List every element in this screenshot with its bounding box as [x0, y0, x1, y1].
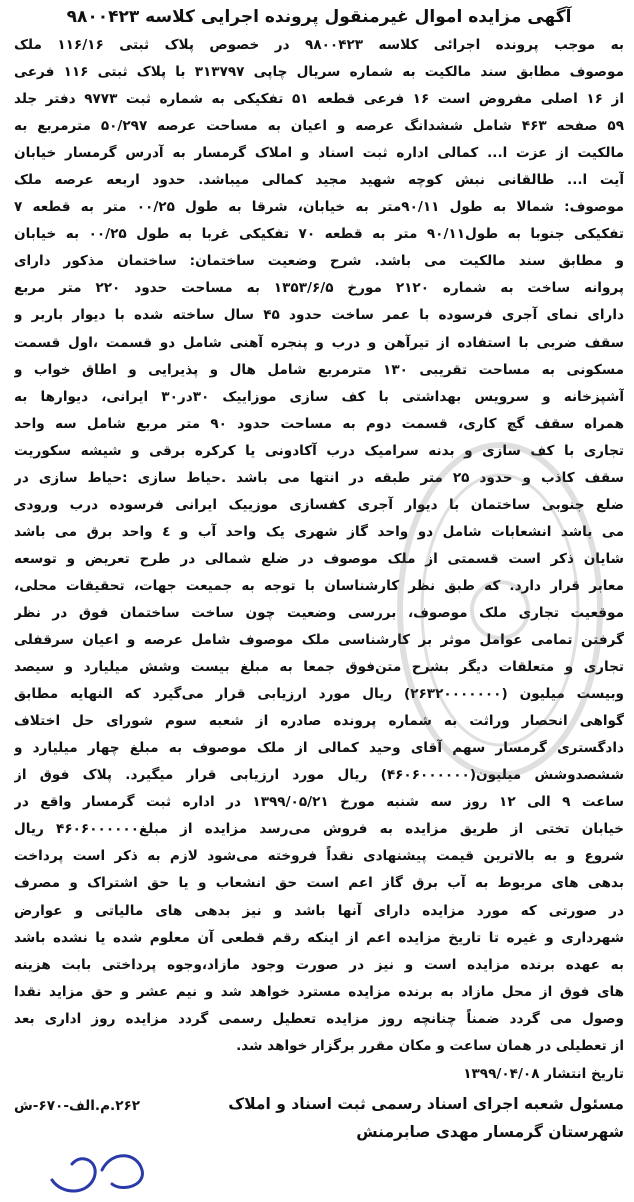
notice-body-line: آشپزخانه و سرویس بهداشتی با کف سازی موزاییک ۳۰در۳۰ ایرانی، دیوارها به	[14, 388, 624, 405]
handwritten-mark-icon	[42, 1140, 162, 1200]
notice-body-line: به موجب پرونده اجرائی کلاسه ۹۸۰۰۴۲۳ در خصوص پلاک ثبتی ۱۱۶/۱۶ ملک	[14, 37, 624, 53]
notice-body-line: تجاری با کف سازی و بدنه سرامیک درب آکاد‌ونی یا کرکره برقی و شیشه سکوریت	[14, 442, 624, 459]
notice-body-line: وبیست میلیون (۲۶۳۲۰۰۰۰۰۰۰) ریال مورد ارزیابی قرار می‌گیرد که النهایه مطابق	[14, 686, 624, 703]
notice-body-line: معابر قرار دارد. که طبق نظر کارشناسان با توجه به جمیعت جهات، تحقیقات محلی،	[14, 577, 624, 594]
notice-body-line: از ۱۶ اصلی مفروض است ۱۶ فرعی قطعه ۵۱ تفکیکی به شماره ثبت ۹۷۷۳ دفتر جلد	[14, 91, 624, 108]
notice-body-line: سقف کاذب و حدود ۲۵ متر طبقه در انتها می باشد .حیاط سازی :حیاط سازی در	[14, 469, 624, 486]
notice-body-line: شایان ذکر است قسمتی از ملک موصوف در ضلع شمالی در طرح تعریض و توسعه	[14, 550, 624, 567]
notice-body-line: به عهده برنده مزایده است و نیز در صورت وجود مازاد،وجوه پرداختی بابت هزینه	[14, 956, 624, 973]
notice-body-line: می باشد انشعابات شامل دو واحد گاز شهری یک واحد آب و ٤ واحد برق می باشد	[14, 523, 624, 540]
notice-body-line: آیت ا... طالقانی نبش کوچه شهید مجید کمالی میباشد. حدود اربعه عرصه ملک	[14, 172, 624, 189]
notice-body-line: خیابان تختی از طریق مزایده به فروش می‌رسد مزایده از مبلغ۴۶۰۶۰۰۰۰۰۰ ریال	[14, 821, 624, 838]
notice-body-line: شهرداری و غیره تا تاریخ مزایده اعم از اینکه رقم قطعی آن معلوم شده یا نشده باشد	[14, 929, 624, 946]
notice-body-line: و مطابق سند مالکیت می باشد. شرح وضعیت ساختمان: ساختمان مذکور دارای	[14, 253, 624, 270]
signature-line-2: شهرستان گرمسار مهدی صابرمنش	[356, 1122, 624, 1141]
notice-body-line: وصول می گردد ضمناً چنانچه روز مزایده تعطیل رسمی گردد مزایده روز اداری بعد	[14, 1010, 624, 1027]
publication-date: تاریخ انتشار ۱۳۹۹/۰۴/۰۸	[463, 1065, 624, 1082]
notice-body-line: دادگستری گرمسار سهم آقای وحید کمالی از ملک موصوف به مبلغ چهار میلیارد و	[14, 740, 624, 757]
notice-body-line: های فوق از محل مازاد به برنده مزایده مسترد خواهد شد و نیم عشر و حق مزاید نقدا	[14, 983, 624, 1000]
notice-body-line: در صورتی که مورد مزایده دارای آنها باشد و نیز بدهی های مالیاتی و عوارض	[14, 902, 624, 919]
notice-body-line: موصوف مطابق سند مالکیت به شماره سریال چاپی ۳۱۳۷۹۷ با پلاک ثبتی ۱۱۶ فرعی	[14, 64, 624, 81]
notice-body-line: ساعت ۹ الی ۱۲ روز سه شنبه مورخ ۱۳۹۹/۰۵/۲۱ در اداره ثبت گرمسار واقع در	[14, 794, 624, 811]
notice-body-line: ششصدوشش میلیون(۴۶۰۶۰۰۰۰۰۰) ریال مورد ارزیابی قرار میگیرد. پلاک فوق از	[14, 767, 624, 784]
notice-body-line: موصوف: شمالا به طول ۹۰/۱۱متر به خیابان، شرقا به طول ۰۰/۲۵ متر به قطعه ۷	[14, 199, 624, 216]
notice-body-line: گرفتن تمامی عوامل موثر بر کارشناسی ملک موصوف شامل عرصه و اعیان سرقفلی	[14, 632, 624, 649]
notice-body-line: دارای نمای آجری فرسوده با عمر ساخت حدود ۴۵ سال ساخته شده با دیوار باربر و	[14, 307, 624, 324]
notice-body-line: بدهی های مربوط به آب برق گاز اعم است حق انشعاب و یا حق اشتراک و مصرف	[14, 875, 624, 892]
notice-body-line: شروع و به بالاترین قیمت پیشنهادی نقداً فروخته می‌شود لازم به ذکر است پرداخت	[14, 848, 624, 865]
signature-line-1: مسئول شعبه اجرای اسناد رسمی ثبت اسناد و املاک	[228, 1094, 624, 1113]
notice-body-line: ضلع جنوبی ساختمان با دیوار آجری کفسازی موزییک ایرانی فرسوده درب ورودی	[14, 496, 624, 513]
notice-body-line: همراه سقف گچ کاری، قسمت دوم به مساحت حدود ۹۰ متر مربع شامل سه واحد	[14, 415, 624, 432]
notice-body-line: تفکیکی جنوبا به طول۹۰/۱۱ متر به قطعه ۷۰ تفکیکی غربا به طول ۰۰/۲۵ به خیابان	[14, 226, 624, 243]
notice-body-line: ۵۹ صفحه ۴۶۳ شامل ششدانگ عرصه و اعیان به مساحت عرصه ۵۰/۲۹۷ مترمربع به	[14, 118, 624, 135]
notice-body	[14, 32, 624, 1060]
notice-body-line: مسکونی به مساحت تقریبی ۱۳۰ مترمربع شامل هال و پذیرایی و اطاق خواب و	[14, 361, 624, 378]
notice-title: آگهی مزایده اموال غیرمنقول پرونده اجرایی کلاسه ۹۸۰۰۴۲۳	[66, 7, 572, 27]
notice-body-line: موقعیت تجاری ملک موصوف، بررسی وضعیت چون ساخت ساختمان فوق در نظر	[14, 604, 624, 621]
notice-body-line: مالکیت از عزت ا... کمالی اداره ثبت اسناد و املاک گرمسار به آدرس گرمسار خیابان	[14, 145, 624, 162]
reference-code: ۲۶۲.م.الف-۶۷۰-ش	[14, 1097, 141, 1114]
notice-body-line: پروانه ساخت به شماره ۲۱۲۰ مورخ ۱۳۵۳/۶/۵ به مساحت حدود ۲۲۰ متر مربع	[14, 280, 624, 297]
notice-body-line: گواهی انحصار وراثت به شماره پرونده صادره از شعبه سوم شورای حل اختلاف	[14, 713, 624, 730]
notice-body-line: تجاری و متعلقات دیگر بشرح متن‌فوق جمعا به مبلغ بیست وشش میلیارد و سیصد	[14, 659, 624, 676]
notice-body-line: سقف ضربی با استفاده از تیرآهن و درب و پنجره آهنی شامل دو قسمت ،اول قسمت	[14, 334, 624, 351]
notice-body-line: از تعطیلی در همان ساعت و مکان مقرر برگزار خواهد شد.	[236, 1037, 624, 1054]
